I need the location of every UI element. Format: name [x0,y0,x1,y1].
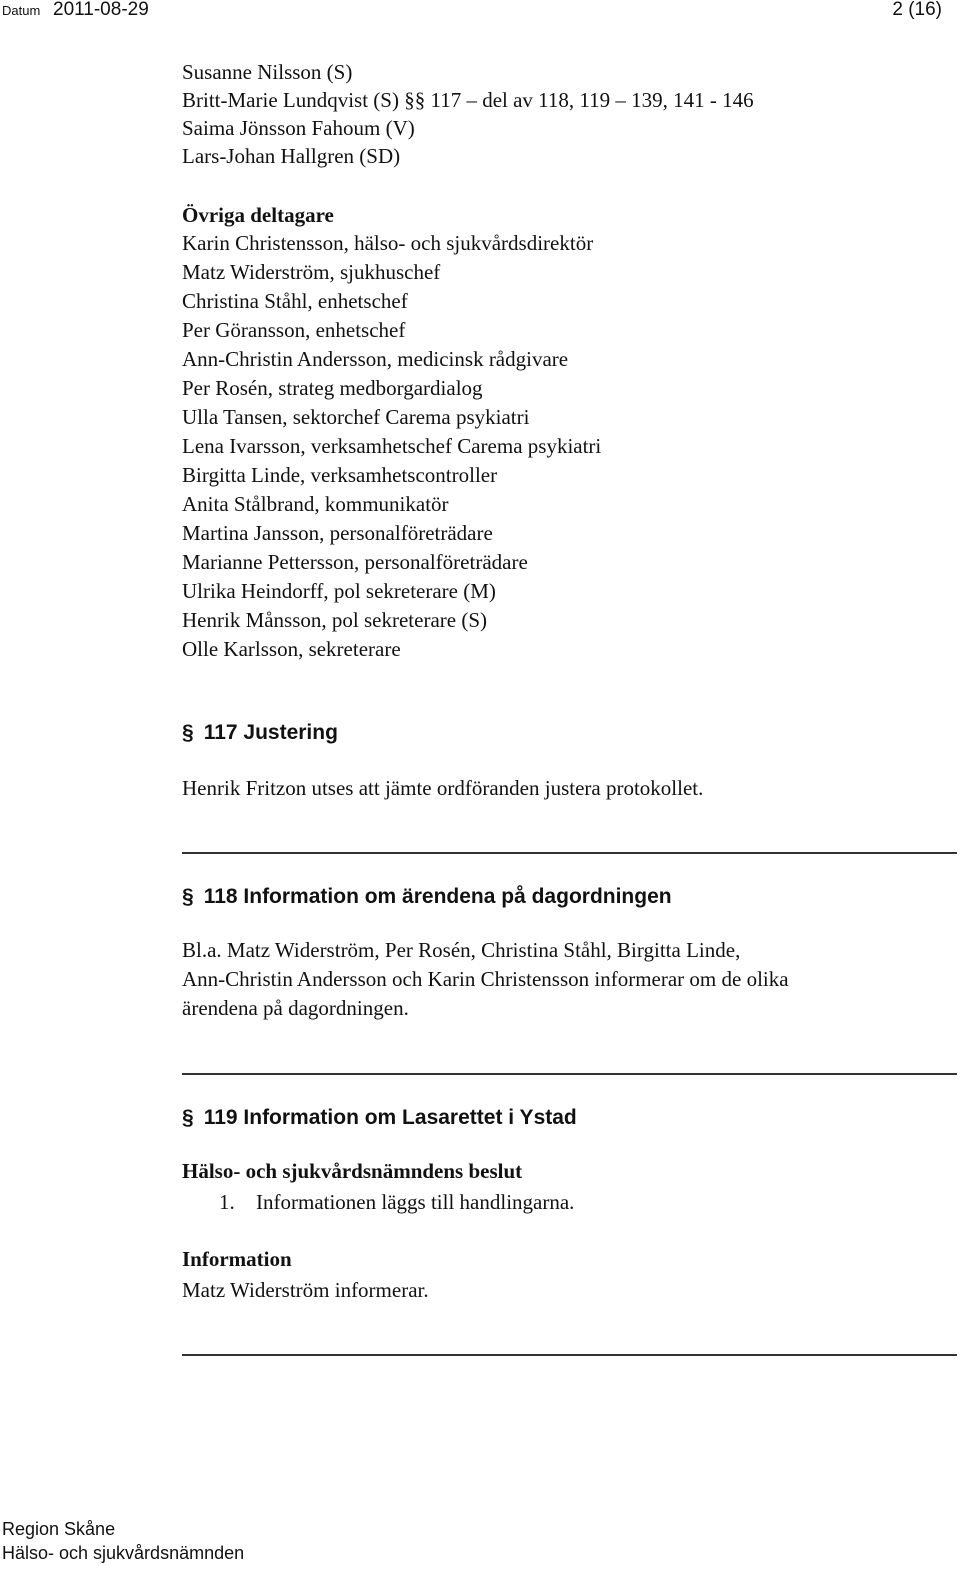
participant-line: Henrik Månsson, pol sekreterare (S) [182,608,487,632]
section-divider [182,852,957,854]
attendee-line: Lars-Johan Hallgren (SD) [182,144,401,168]
info-heading: Information [182,1247,292,1271]
section-119-title-text: 119 Information om Lasarettet i Ystad [203,1106,577,1129]
footer-org: Region Skåne [2,1519,116,1539]
page-number: 2 (16) [892,0,942,20]
participant-line: Birgitta Linde, verksamhetscontroller [182,463,498,487]
document-date: 2011-08-29 [53,0,149,20]
section-divider [182,1354,957,1356]
participant-line: Per Göransson, enhetschef [182,318,406,342]
section-117-title-text: 117 Justering [203,721,338,744]
participant-line: Lena Ivarsson, verksamhetschef Carema psykiatri [182,434,602,458]
section-symbol: § [182,1106,194,1129]
section-divider [182,1073,957,1075]
section-118-text-line: Ann-Christin Andersson och Karin Christensson informerar om de olika [182,967,789,991]
footer-board: Hälso- och sjukvårdsnämnden [2,1543,245,1563]
participant-line: Anita Stålbrand, kommunikatör [182,492,449,516]
attendee-line: Saima Jönsson Fahoum (V) [182,116,415,140]
participant-line: Olle Karlsson, sekreterare [182,637,401,661]
others-heading: Övriga deltagare [182,203,334,227]
participant-line: Ulla Tansen, sektorchef Carema psykiatri [182,405,530,429]
participant-line: Marianne Pettersson, personalföreträdare [182,550,528,574]
attendee-line: Britt-Marie Lundqvist (S) §§ 117 – del av 118, 119 – 139, 141 - 146 [182,88,754,112]
decision-heading: Hälso- och sjukvårdsnämndens beslut [182,1159,523,1183]
section-symbol: § [182,885,194,908]
info-text: Matz Widerström informerar. [182,1278,429,1302]
section-117-title [182,721,338,745]
section-118-text-line: Bl.a. Matz Widerström, Per Rosén, Christina Ståhl, Birgitta Linde, [182,938,741,962]
decision-number: 1. [219,1190,235,1214]
decision-text: Informationen läggs till handlingarna. [256,1190,575,1214]
section-118-text-line: ärendena på dagordningen. [182,996,409,1020]
participant-line: Ulrika Heindorff, pol sekreterare (M) [182,579,496,603]
participant-line: Per Rosén, strateg medborgardialog [182,376,483,400]
date-label: Datum [2,3,41,18]
participant-line: Christina Ståhl, enhetschef [182,289,408,313]
section-118-title [182,885,672,909]
attendee-line: Susanne Nilsson (S) [182,60,353,84]
section-119-title [182,1106,577,1130]
section-118-title-text: 118 Information om ärendena på dagordningen [203,885,672,908]
section-117-text: Henrik Fritzon utses att jämte ordföranden justera protokollet. [182,776,704,800]
participant-line: Ann-Christin Andersson, medicinsk rådgivare [182,347,569,371]
participant-line: Martina Jansson, personalföreträdare [182,521,493,545]
participant-line: Matz Widerström, sjukhuschef [182,260,441,284]
participant-line: Karin Christensson, hälso- och sjukvårdsdirektör [182,231,594,255]
section-symbol: § [182,721,194,744]
